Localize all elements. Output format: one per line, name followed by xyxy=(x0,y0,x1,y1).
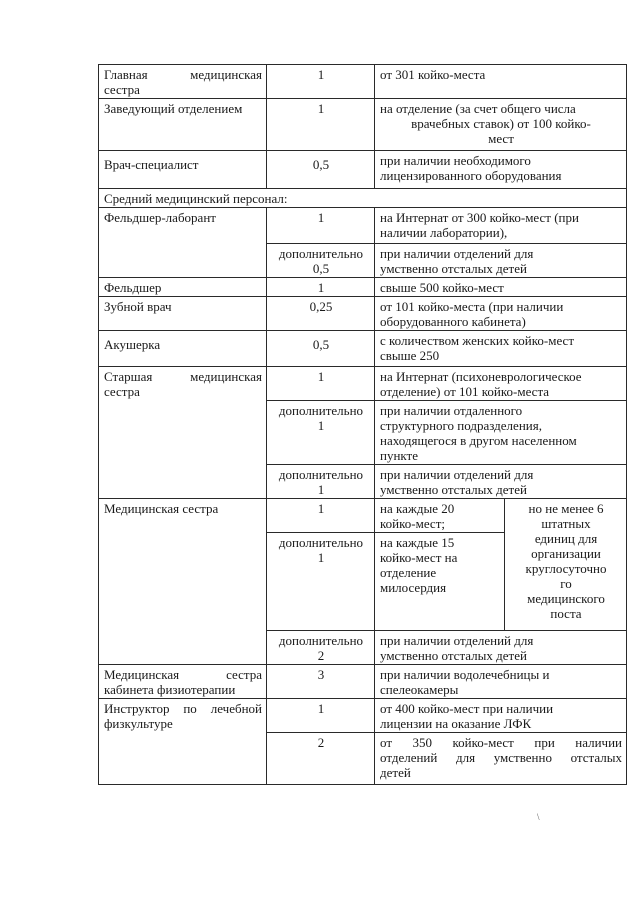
position-text: сестра xyxy=(104,384,140,399)
condition-line: при наличии отделений для xyxy=(380,467,534,482)
table-row xyxy=(99,665,627,699)
position-cell: Заведующий отделением xyxy=(99,99,267,151)
condition-line: милосердия xyxy=(380,580,447,595)
condition-line: койко-мест; xyxy=(380,516,445,531)
position-text: Медицинская сестра xyxy=(104,667,262,682)
note-line: организации xyxy=(531,546,601,561)
count-cell: 1 xyxy=(267,278,375,297)
count-line: 2 xyxy=(317,648,325,663)
count-line: дополнительно xyxy=(278,467,364,482)
table-row xyxy=(99,367,627,401)
condition-line: от 350 койко-мест при наличии xyxy=(380,735,622,750)
count-cell: 2 xyxy=(267,733,375,785)
condition-line: койко-мест на xyxy=(380,550,458,565)
position-cell: Врач-специалист xyxy=(99,151,267,189)
condition-cell xyxy=(375,151,627,189)
position-text: Главная медицинская xyxy=(104,67,262,82)
note-line: но не менее 6 xyxy=(528,501,604,516)
count-cell xyxy=(267,465,375,499)
table-row xyxy=(99,65,627,99)
count-line: дополнительно xyxy=(278,535,364,550)
condition-cell: от 301 койко-места xyxy=(375,65,627,99)
condition-line: при наличии отделений для xyxy=(380,246,534,261)
condition-cell xyxy=(375,367,627,401)
note-line: поста xyxy=(550,606,582,621)
condition-cell xyxy=(375,297,627,331)
count-cell xyxy=(267,533,375,631)
position-cell xyxy=(99,65,267,99)
position-text: Инструктор по лечебной xyxy=(104,701,262,716)
count-line: 1 xyxy=(317,482,325,497)
position-text: кабинета физиотерапии xyxy=(104,682,236,697)
condition-line: свыше 250 xyxy=(380,348,440,363)
position-cell: Фельдшер xyxy=(99,278,267,297)
note-line: единиц для xyxy=(534,531,598,546)
section-heading: Средний медицинский персонал: xyxy=(99,189,627,208)
condition-line: на каждые 15 xyxy=(380,535,455,550)
condition-line: при наличии отделений для xyxy=(380,633,534,648)
table-row xyxy=(99,151,627,189)
count-line: 0,5 xyxy=(312,261,330,276)
condition-cell xyxy=(375,499,505,533)
condition-cell xyxy=(375,331,627,367)
condition-line: умственно отсталых детей xyxy=(380,482,527,497)
condition-cell xyxy=(375,465,627,499)
condition-cell xyxy=(375,699,627,733)
condition-line: от 101 койко-места (при наличии xyxy=(380,299,564,314)
position-cell: Акушерка xyxy=(99,331,267,367)
count-cell: 0,5 xyxy=(267,331,375,367)
note-line: круглосуточно xyxy=(525,561,607,576)
count-cell: 1 xyxy=(267,367,375,401)
condition-line: оборудованного кабинета) xyxy=(380,314,526,329)
condition-line: на Интернат (психоневрологическое xyxy=(380,369,582,384)
count-cell: 1 xyxy=(267,499,375,533)
condition-line: лицензии на оказание ЛФК xyxy=(380,716,532,731)
note-line: медицинского xyxy=(527,591,605,606)
condition-line: отделение xyxy=(380,565,437,580)
condition-line: пункте xyxy=(380,448,419,463)
condition-line: при наличии необходимого xyxy=(380,153,531,168)
count-line: 1 xyxy=(317,550,325,565)
position-text: Старшая медицинская xyxy=(104,369,262,384)
table-row xyxy=(99,208,627,244)
count-line: дополнительно xyxy=(278,403,364,418)
note-line: го xyxy=(560,576,572,591)
condition-line: мест xyxy=(488,131,514,146)
table-row xyxy=(99,331,627,367)
condition-line: структурного подразделения, xyxy=(380,418,542,433)
position-cell: Зубной врач xyxy=(99,297,267,331)
note-cell xyxy=(505,499,627,631)
section-row xyxy=(99,189,627,208)
condition-cell xyxy=(375,665,627,699)
condition-cell xyxy=(375,533,505,631)
count-cell xyxy=(267,244,375,278)
count-line: дополнительно xyxy=(278,246,364,261)
position-text: физкультуре xyxy=(104,716,173,731)
condition-line: умственно отсталых детей xyxy=(380,261,527,276)
condition-line: на отделение (за счет общего числа xyxy=(380,101,576,116)
condition-cell xyxy=(375,99,627,151)
condition-line: спелеокамеры xyxy=(380,682,459,697)
count-cell: 0,5 xyxy=(267,151,375,189)
count-cell: 1 xyxy=(267,699,375,733)
count-cell: 3 xyxy=(267,665,375,699)
position-cell: Фельдшер-лаборант xyxy=(99,208,267,278)
count-cell: 1 xyxy=(267,208,375,244)
condition-line: наличии лаборатории), xyxy=(380,225,508,240)
table-row xyxy=(99,99,627,151)
table-row xyxy=(99,699,627,733)
position-cell xyxy=(99,367,267,499)
position-cell xyxy=(99,665,267,699)
condition-line: отделений для умственно отсталых xyxy=(380,750,622,765)
condition-line: отделение) от 101 койко-места xyxy=(380,384,550,399)
condition-cell xyxy=(375,631,627,665)
condition-line: от 400 койко-мест при наличии xyxy=(380,701,554,716)
condition-line: умственно отсталых детей xyxy=(380,648,527,663)
count-cell: 1 xyxy=(267,99,375,151)
condition-cell xyxy=(375,733,627,785)
count-cell xyxy=(267,401,375,465)
condition-line: при наличии отдаленного xyxy=(380,403,523,418)
count-cell xyxy=(267,631,375,665)
condition-line: находящегося в другом населенном xyxy=(380,433,577,448)
count-line: дополнительно xyxy=(278,633,364,648)
condition-line: при наличии водолечебницы и xyxy=(380,667,550,682)
scan-mark: \ xyxy=(537,812,540,822)
table-row xyxy=(99,499,627,533)
position-text: сестра xyxy=(104,82,140,97)
staffing-table xyxy=(98,64,627,785)
count-line: 1 xyxy=(317,418,325,433)
condition-line: на Интернат от 300 койко-мест (при xyxy=(380,210,579,225)
condition-line: врачебных ставок) от 100 койко- xyxy=(411,116,591,131)
count-cell: 0,25 xyxy=(267,297,375,331)
position-cell: Медицинская сестра xyxy=(99,499,267,665)
table-row xyxy=(99,297,627,331)
condition-cell xyxy=(375,208,627,244)
condition-line: лицензированного оборудования xyxy=(380,168,562,183)
condition-cell: свыше 500 койко-мест xyxy=(375,278,627,297)
condition-line: с количеством женских койко-мест xyxy=(380,333,575,348)
condition-cell xyxy=(375,244,627,278)
table-row xyxy=(99,278,627,297)
position-cell xyxy=(99,699,267,785)
condition-line: детей xyxy=(380,765,411,780)
note-line: штатных xyxy=(541,516,591,531)
condition-cell xyxy=(375,401,627,465)
condition-line: на каждые 20 xyxy=(380,501,455,516)
count-cell: 1 xyxy=(267,65,375,99)
